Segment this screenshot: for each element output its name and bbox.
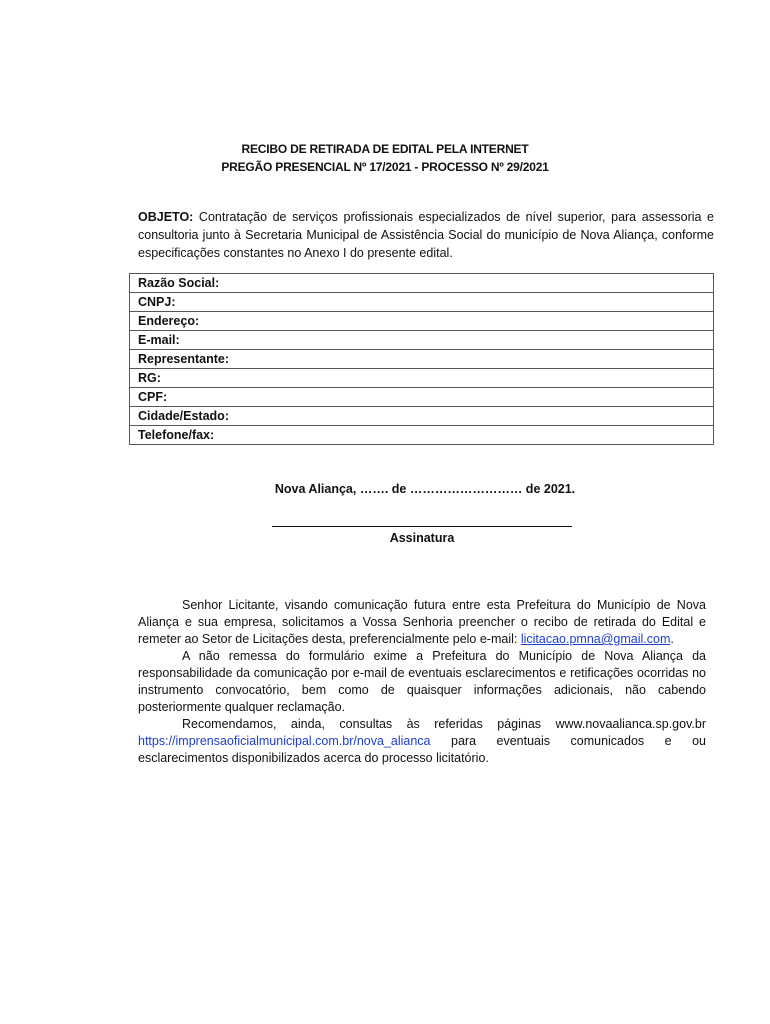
signature-label: Assinatura [389,531,455,545]
date-line: Nova Aliança, ……. de ……………………… de 2021. [274,482,576,496]
email-link[interactable]: licitacao.pmna@gmail.com [520,632,671,646]
form-row [130,274,714,293]
field-email[interactable]: E-mail: [130,331,714,350]
form-row [130,350,714,369]
field-cidade-estado[interactable]: Cidade/Estado: [130,407,714,426]
field-razao-social[interactable]: Razão Social: [130,274,714,293]
paragraph-3 [138,716,706,767]
document-title: RECIBO DE RETIRADA DE EDITAL PELA INTERNET [241,142,529,156]
bidder-form-table [129,273,714,445]
field-representante[interactable]: Representante: [130,350,714,369]
paragraph-3-text: Recomendamos, ainda, consultas às referidas páginas www.novaalianca.sp.gov.br [182,717,706,731]
field-rg[interactable]: RG: [130,369,714,388]
objeto-label: OBJETO: [138,210,194,224]
form-row [130,331,714,350]
form-row [130,293,714,312]
field-telefone-fax[interactable]: Telefone/fax: [130,426,714,445]
paragraph-2: A não remessa do formulário exime a Prefeitura do Município de Nova Aliança da responsabilidade da comunicação por e-mail de eventuais esclarecimentos e retificações ocorridas no instrumento convocatório, bem como de quaisquer informações adicionais, não cabendo posteriormente qualquer reclamação. [138,649,706,714]
document-subtitle: PREGÃO PRESENCIAL Nº 17/2021 - PROCESSO Nº 29/2021 [221,160,549,174]
form-row [130,312,714,331]
paragraph-1-end: . [670,632,674,646]
form-row [130,426,714,445]
imprensa-link[interactable]: https://imprensaoficialmunicipal.com.br/nova_alianca [138,734,431,748]
paragraph-1-text: Senhor Licitante, visando comunicação futura entre esta Prefeitura do Município de Nova Aliança e sua empresa, solicitamos a Vossa Senhoria preencher o recibo de retirada do Edital e remeter ao Setor de Licitações desta, preferencialmente pelo e-mail: [138,598,706,646]
instructions-text [138,597,706,767]
form-row [130,407,714,426]
field-endereco[interactable]: Endereço: [130,312,714,331]
paragraph-1 [138,597,706,648]
signature-line [272,526,572,527]
field-cpf[interactable]: CPF: [130,388,714,407]
objeto-text: Contratação de serviços profissionais especializados de nível superior, para assessoria e consultoria junto à Secretaria Municipal de Assistência Social do município de Nova Aliança, conforme especificações constantes no Anexo I do presente edital. [138,210,714,260]
form-row [130,388,714,407]
field-cnpj[interactable]: CNPJ: [130,293,714,312]
objeto-paragraph [138,208,714,262]
form-row [130,369,714,388]
paragraph-3-end: para eventuais comunicados e ou esclarecimentos disponibilizados acerca do processo licitatório. [138,734,706,765]
